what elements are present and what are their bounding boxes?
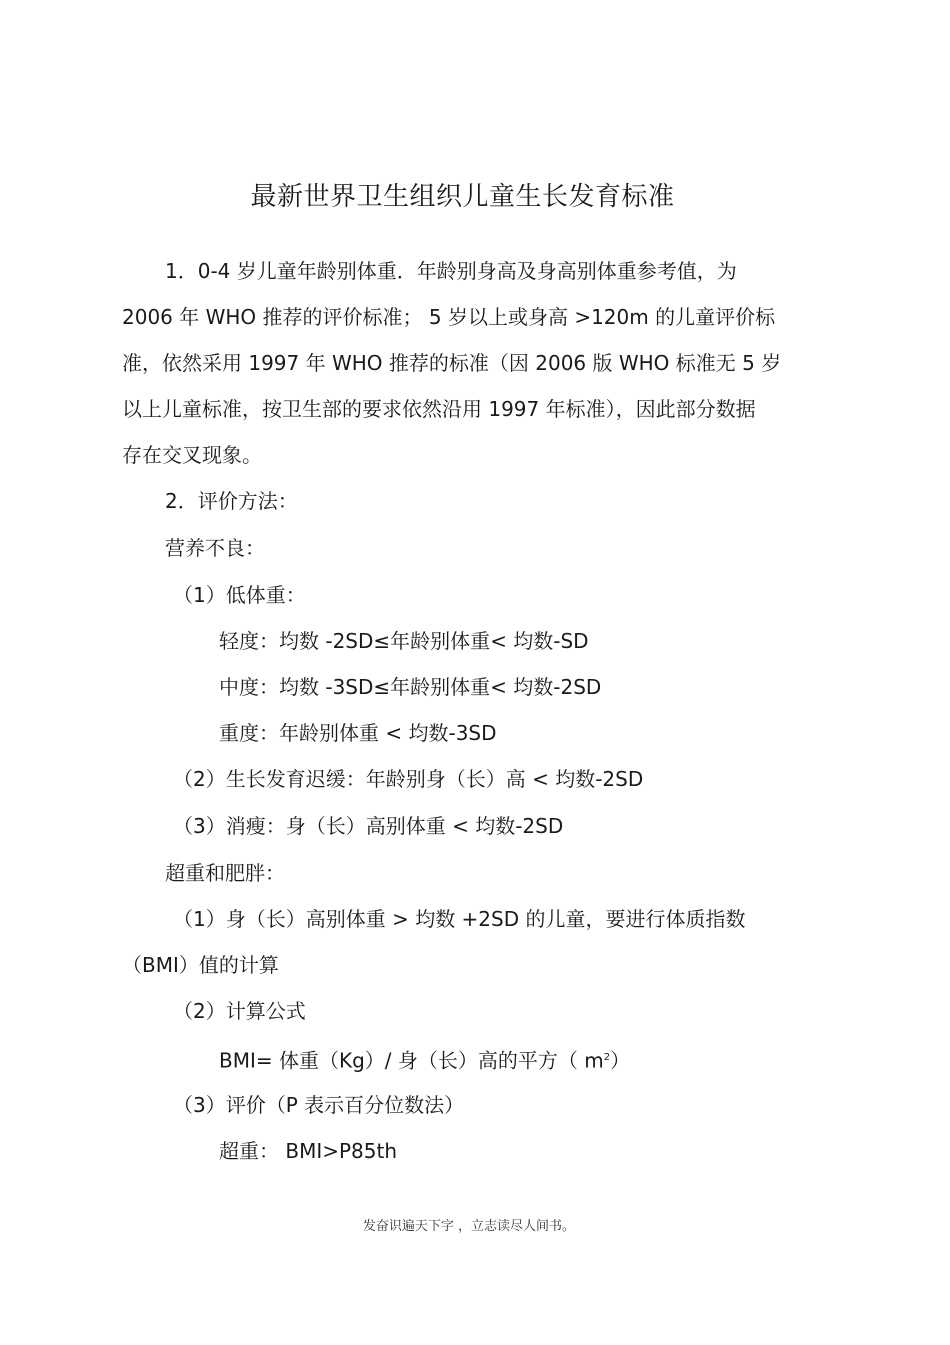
page-footer: 发奋识遍天下字 ，立志读尽人间书。	[362, 1219, 576, 1234]
paragraph-line: 2006 年 WHO 推荐的评价标准； 5 岁以上或身高 >120m 的儿童评价标	[122, 305, 776, 329]
list-item: （2）计算公式	[173, 999, 306, 1023]
subsection-heading: 超重和肥胖：	[165, 861, 285, 885]
list-item: （3）消瘦：身（长）高别体重 < 均数-2SD	[173, 814, 564, 838]
paragraph-line: 以上儿童标准，按卫生部的要求依然沿用 1997 年标准），因此部分数据	[122, 397, 756, 421]
list-item: （3）评价（P 表示百分位数法）	[173, 1093, 465, 1117]
list-item: （2）生长发育迟缓：年龄别身（长）高 < 均数-2SD	[173, 767, 644, 791]
paragraph-line: 1．0-4 岁儿童年龄别体重．年龄别身高及身高别体重参考值，为	[165, 259, 737, 283]
subsection-heading: 营养不良：	[165, 536, 265, 560]
formula-line	[219, 1045, 630, 1074]
paragraph-line: 存在交叉现象。	[122, 443, 262, 467]
list-subitem: 中度：均数 -3SD≤年龄别体重< 均数-2SD	[219, 675, 602, 699]
document-title: 最新世界卫生组织儿童生长发育标准	[250, 182, 675, 212]
formula-text: BMI= 体重（Kg）/ 身（长）高的平方（ m	[219, 1048, 604, 1073]
list-subitem: 重度：年龄别体重 < 均数-3SD	[219, 721, 497, 745]
list-item: （1）低体重：	[173, 583, 306, 607]
formula-tail: ）	[610, 1048, 631, 1073]
list-item: （1）身（长）高别体重 > 均数 +2SD 的儿童，要进行体质指数	[173, 907, 746, 931]
section-heading: 2．评价方法：	[165, 489, 298, 513]
formula-superscript: 2	[603, 1052, 611, 1063]
list-subitem: 超重： BMI>P85th	[219, 1139, 398, 1163]
list-subitem: 轻度：均数 -2SD≤年龄别体重< 均数-SD	[219, 629, 589, 653]
paragraph-line: 准，依然采用 1997 年 WHO 推荐的标准（因 2006 版 WHO 标准无 5 岁	[122, 351, 782, 375]
list-item-continuation: （BMI）值的计算	[122, 953, 279, 977]
